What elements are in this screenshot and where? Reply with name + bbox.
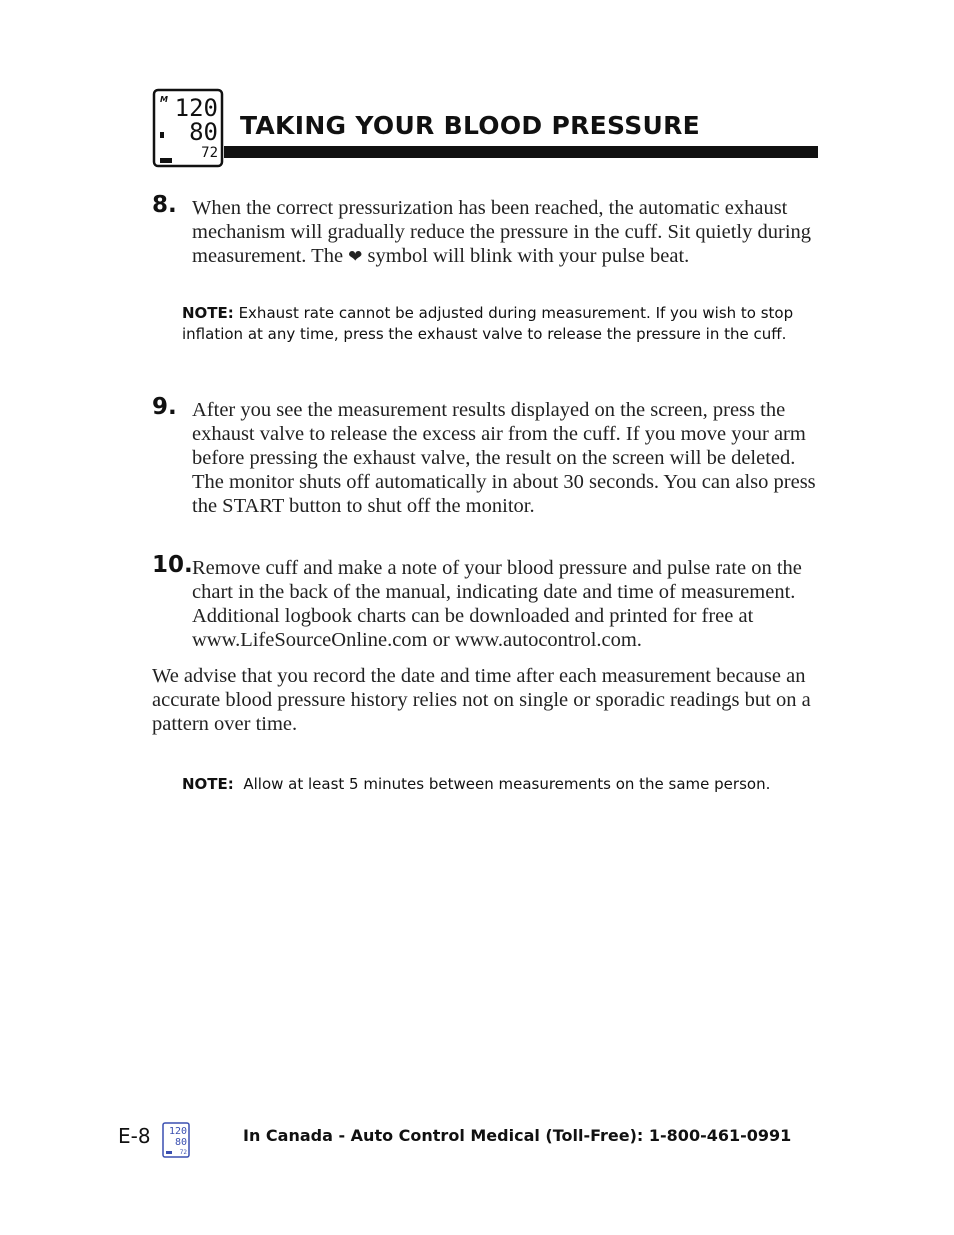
step-8 [152,192,816,269]
note-label: NOTE: [182,775,234,793]
note-wait-time [182,774,802,795]
blood-pressure-monitor-display-icon [152,88,224,168]
page-title: TAKING YOUR BLOOD PRESSURE [240,111,701,140]
note-text: Allow at least 5 minutes between measurements on the same person. [243,775,771,793]
svg-text:72: 72 [201,145,218,161]
step-9 [152,394,816,518]
svg-text:120: 120 [168,1126,187,1137]
step-number: 8. [152,192,177,218]
note-text: Exhaust rate cannot be adjusted during measurement. If you wish to stop inflation at any time, press the exhaust valve to release the pressure in the cuff. [182,304,794,343]
step-text [192,196,816,269]
footer-contact: In Canada - Auto Control Medical (Toll-Free): 1-800-461-0991 [243,1126,792,1145]
title-rule [224,146,818,158]
svg-text:80: 80 [189,118,218,146]
svg-text:80: 80 [174,1137,187,1148]
note-exhaust-rate [182,303,802,345]
step-text-part: symbol will blink with your pulse beat. [362,245,690,267]
advice-paragraph: We advise that you record the date and time after each measurement because an accurate blood pressure history relies not on single or sporadic readings but on a pattern over time. [152,665,811,735]
step-text: Remove cuff and make a note of your blood pressure and pulse rate on the chart in the back of the manual, indicating date and time of measurement. Additional logbook charts can be downloaded and printed for free at www.LifeSourceOnline.com or www.autocontrol.com. [192,557,802,651]
svg-text:120: 120 [174,94,218,122]
note-label: NOTE: [182,304,234,322]
page-number: E-8 [118,1124,151,1148]
svg-text:72: 72 [179,1149,187,1156]
heart-icon: ❤ [348,247,363,267]
step-number: 9. [152,394,177,420]
step-10 [152,552,816,652]
step-text-part: When the correct pressurization has been reached, the automatic exhaust mechanism will gradually reduce the pressure in the cuff. Sit quietly during measurement. The [192,197,812,267]
step-text: After you see the measurement results displayed on the screen, press the exhaust valve to release the excess air from the cuff. If you move your arm before pressing the exhaust valve, the result on the screen will be deleted. The monitor shuts off automatically in about 30 seconds. You can also press the START button to shut off the monitor. [192,399,816,517]
step-number: 10. [152,552,193,578]
svg-text:M: M [160,95,168,104]
monitor-display-mini-icon [162,1122,190,1158]
